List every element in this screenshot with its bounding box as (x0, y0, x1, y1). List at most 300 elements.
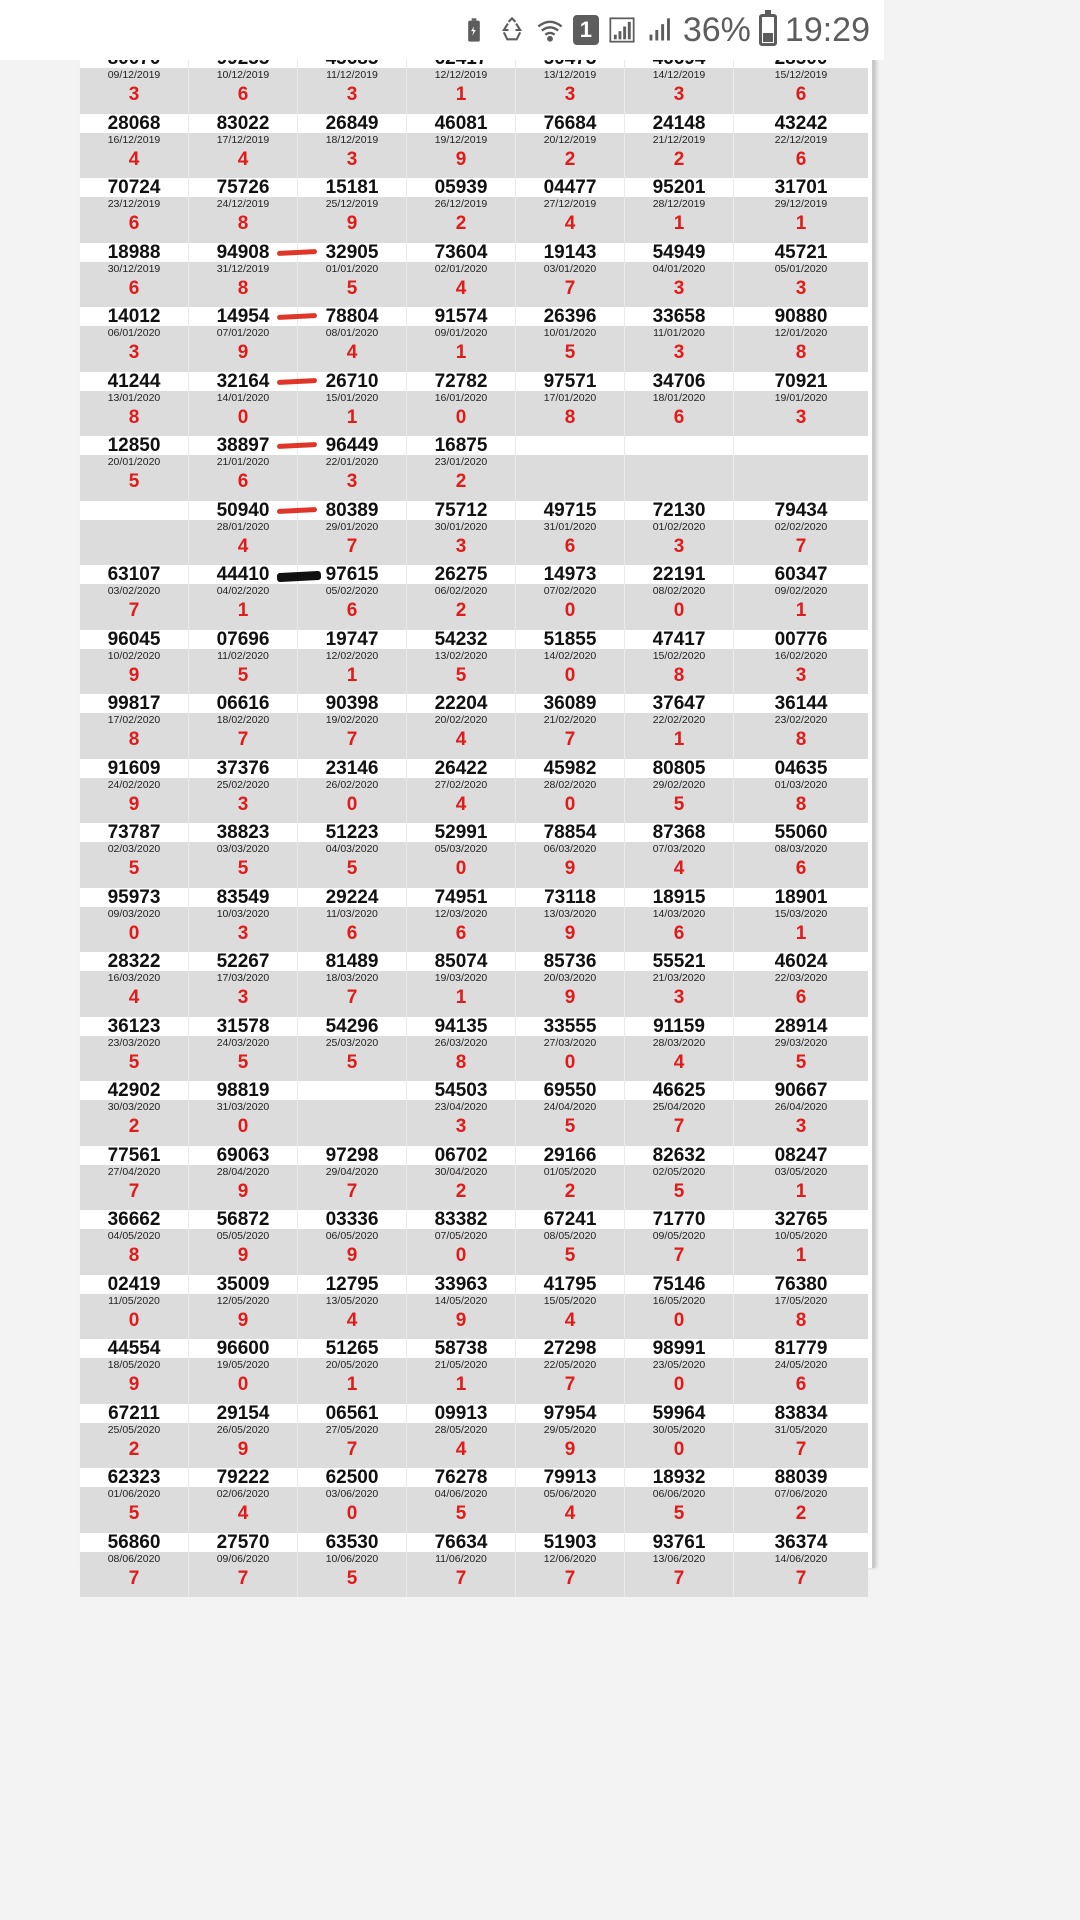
result-date: 19/01/2020 (774, 391, 828, 404)
result-digit: 7 (346, 1180, 358, 1202)
result-date: 30/01/2020 (434, 520, 488, 533)
result-digit: 6 (455, 922, 467, 944)
result-cell (516, 178, 624, 243)
result-cell (80, 1339, 188, 1404)
result-digit: 4 (564, 1309, 576, 1331)
result-number: 07696 (216, 628, 270, 650)
result-number: 83022 (216, 112, 270, 134)
result-digit: 6 (795, 1374, 807, 1395)
result-date: 17/12/2019 (216, 133, 270, 146)
result-date: 10/05/2020 (774, 1230, 828, 1242)
result-number: 70724 (107, 177, 161, 198)
result-digit: 0 (346, 1503, 358, 1524)
result-number: 18915 (652, 886, 706, 908)
result-cell (734, 307, 868, 372)
result-number: 29154 (216, 1402, 270, 1424)
result-digit: 8 (128, 1245, 140, 1266)
sim-1-icon: 1 (573, 15, 599, 45)
result-cell (189, 178, 297, 243)
result-digit: 1 (455, 987, 467, 1008)
result-date: 16/05/2020 (652, 1294, 706, 1307)
result-cell (516, 952, 624, 1017)
result-cell (734, 1275, 868, 1340)
result-date: 04/01/2020 (652, 262, 706, 275)
result-date: 23/03/2020 (107, 1036, 161, 1049)
result-cell (516, 1210, 624, 1275)
result-digit: 5 (455, 1503, 467, 1524)
result-digit: 8 (128, 406, 140, 428)
result-date: 22/02/2020 (652, 714, 706, 726)
result-date: 04/02/2020 (216, 585, 270, 597)
result-date: 14/02/2020 (543, 649, 597, 662)
result-cell (298, 1468, 406, 1533)
result-number: 90880 (774, 306, 828, 327)
result-number: 96045 (107, 628, 161, 650)
result-cell (734, 1017, 868, 1082)
result-cell (625, 1146, 733, 1211)
result-digit: 0 (673, 1438, 685, 1460)
result-date: 30/04/2020 (434, 1165, 488, 1178)
result-date: 14/12/2019 (652, 69, 706, 81)
result-number: 83382 (434, 1209, 488, 1230)
result-number: 97615 (325, 564, 379, 585)
result-number: 96449 (325, 435, 379, 456)
result-cell (516, 565, 624, 630)
result-date: 16/12/2019 (107, 133, 161, 146)
result-date: 22/01/2020 (325, 456, 379, 468)
result-digit: 7 (564, 277, 576, 299)
result-date: 19/12/2019 (434, 133, 488, 146)
result-date: 07/05/2020 (434, 1230, 488, 1242)
result-date: 12/06/2020 (543, 1552, 597, 1565)
result-cell (298, 1210, 406, 1275)
result-number: 26396 (543, 306, 597, 327)
result-date: 26/04/2020 (774, 1101, 828, 1113)
result-cell (298, 823, 406, 888)
result-digit: 4 (673, 858, 685, 879)
result-date: 29/05/2020 (543, 1423, 597, 1436)
result-date: 12/02/2020 (325, 649, 379, 662)
result-cell (625, 1533, 733, 1598)
result-digit: 9 (237, 342, 249, 363)
result-date: 21/05/2020 (434, 1359, 488, 1371)
result-date: 10/12/2019 (216, 69, 270, 81)
result-digit: 0 (346, 793, 358, 815)
result-number: 04635 (774, 757, 828, 779)
result-cell (734, 436, 868, 501)
result-number: 98819 (216, 1080, 270, 1101)
result-cell (516, 630, 624, 695)
result-number: 75726 (216, 177, 270, 198)
result-cell (407, 1339, 515, 1404)
result-number: 41795 (543, 1273, 597, 1295)
result-digit: 3 (237, 922, 249, 944)
result-number: 27570 (216, 1531, 270, 1553)
result-date: 05/02/2020 (325, 585, 379, 597)
result-date: 18/02/2020 (216, 714, 270, 726)
result-cell (189, 1339, 297, 1404)
result-date: 13/06/2020 (652, 1552, 706, 1565)
result-number: 08247 (774, 1144, 828, 1166)
result-date: 07/02/2020 (543, 585, 597, 597)
result-digit: 8 (795, 1309, 807, 1331)
result-digit: 4 (128, 987, 140, 1008)
result-digit: 6 (795, 84, 807, 105)
result-date: 11/02/2020 (217, 649, 269, 662)
result-cell (625, 243, 733, 308)
result-number: 18901 (774, 886, 828, 908)
result-cell (80, 1081, 188, 1146)
result-date: 13/03/2020 (543, 907, 597, 920)
result-date: 20/03/2020 (543, 972, 597, 984)
result-cell (516, 1339, 624, 1404)
result-number: 54232 (434, 628, 488, 650)
result-cell (516, 823, 624, 888)
result-cell (734, 1339, 868, 1404)
result-cell (734, 178, 868, 243)
result-cell (407, 307, 515, 372)
result-digit: 3 (673, 342, 685, 363)
signal-icon (607, 15, 637, 45)
result-date: 08/02/2020 (652, 585, 706, 597)
result-number: 42902 (107, 1080, 161, 1101)
result-digit: 7 (346, 1438, 358, 1460)
result-cell (734, 759, 868, 824)
result-cell (407, 565, 515, 630)
result-number: 52267 (216, 951, 270, 972)
result-date: 14/06/2020 (774, 1552, 828, 1565)
result-cell (407, 694, 515, 759)
result-digit: 7 (564, 1374, 576, 1395)
result-date: 26/05/2020 (216, 1423, 270, 1436)
result-number: 27298 (543, 1338, 597, 1359)
result-cell (625, 1339, 733, 1404)
status-bar (0, 0, 884, 60)
table-row (80, 952, 868, 1017)
battery-percent: 36% (682, 10, 751, 49)
result-cell (80, 1533, 188, 1598)
result-digit: 1 (346, 1374, 358, 1395)
result-date: 02/06/2020 (216, 1488, 270, 1500)
result-digit: 7 (237, 729, 249, 750)
result-date: 04/03/2020 (325, 843, 379, 855)
result-number: 91574 (434, 306, 488, 327)
result-date: 18/05/2020 (107, 1359, 161, 1371)
result-date: 03/03/2020 (216, 843, 270, 855)
result-date: 31/03/2020 (216, 1101, 270, 1113)
result-date: 02/01/2020 (434, 262, 488, 275)
result-cell (625, 436, 733, 501)
result-digit: 5 (346, 1567, 358, 1589)
result-number: 97571 (543, 370, 597, 392)
result-cell (516, 436, 624, 501)
result-digit: 1 (455, 84, 467, 105)
result-date: 08/03/2020 (774, 843, 828, 855)
result-number: 87368 (652, 822, 706, 843)
result-date: 29/04/2020 (325, 1165, 379, 1178)
result-digit: 7 (795, 1438, 807, 1460)
result-date: 16/03/2020 (107, 972, 161, 984)
result-date: 08/01/2020 (325, 327, 379, 339)
result-number: 81489 (325, 951, 379, 972)
result-number: 44554 (107, 1338, 161, 1359)
result-number: 79222 (216, 1467, 270, 1488)
result-date: 12/03/2020 (434, 907, 488, 920)
result-number: 23146 (325, 757, 379, 779)
result-cell (625, 178, 733, 243)
result-number: 90398 (325, 693, 379, 714)
result-number: 62323 (107, 1467, 161, 1488)
result-digit: 8 (237, 213, 249, 234)
result-date: 24/12/2019 (216, 198, 270, 210)
result-date: 28/12/2019 (652, 198, 706, 210)
result-digit: 5 (128, 471, 140, 492)
result-date: 21/12/2019 (652, 133, 706, 146)
result-digit: 5 (795, 1051, 807, 1073)
result-digit: 4 (128, 148, 140, 170)
result-digit: 4 (237, 148, 249, 170)
result-digit: 8 (673, 664, 685, 686)
result-cell (80, 307, 188, 372)
result-number: 29166 (543, 1144, 597, 1166)
result-cell (516, 1081, 624, 1146)
result-cell (298, 114, 406, 179)
result-cell (625, 1210, 733, 1275)
result-cell (516, 114, 624, 179)
result-digit: 7 (795, 535, 807, 557)
result-date: 07/01/2020 (216, 327, 270, 339)
result-digit: 7 (128, 600, 140, 621)
result-cell (298, 1017, 406, 1082)
result-digit: 7 (673, 1116, 685, 1137)
result-number: 69063 (216, 1144, 270, 1166)
result-date: 06/06/2020 (652, 1488, 706, 1500)
result-digit: 6 (237, 471, 249, 492)
result-number: 95973 (107, 886, 161, 908)
result-cell (80, 1017, 188, 1082)
result-date: 30/05/2020 (652, 1423, 706, 1436)
result-cell (516, 1017, 624, 1082)
result-digit: 5 (346, 858, 358, 879)
result-date: 22/12/2019 (774, 133, 828, 146)
result-date: 24/03/2020 (216, 1036, 270, 1049)
result-digit: 7 (455, 1567, 467, 1589)
result-cell (734, 823, 868, 888)
result-number: 35009 (216, 1273, 270, 1295)
result-date: 14/05/2020 (434, 1294, 488, 1307)
result-date: 04/05/2020 (107, 1230, 161, 1242)
table-row (80, 630, 868, 695)
result-number: 36144 (774, 693, 828, 714)
result-date: 15/03/2020 (774, 907, 828, 920)
result-date: 05/06/2020 (543, 1488, 597, 1500)
result-digit: 6 (237, 84, 249, 105)
result-digit: 2 (673, 148, 685, 170)
result-number: 22191 (652, 564, 706, 585)
result-digit: 7 (795, 1567, 807, 1589)
result-digit: 6 (128, 277, 140, 299)
result-cell (407, 952, 515, 1017)
result-date: 01/01/2020 (325, 262, 379, 275)
result-number: 97954 (543, 1402, 597, 1424)
wifi-icon (535, 15, 565, 45)
result-cell (407, 1210, 515, 1275)
result-digit: 2 (455, 1180, 467, 1202)
result-cell (407, 1533, 515, 1598)
result-digit: 7 (673, 1567, 685, 1589)
result-date: 07/06/2020 (774, 1488, 828, 1500)
result-cell (189, 1468, 297, 1533)
result-digit: 4 (455, 793, 467, 815)
result-number: 33555 (543, 1015, 597, 1037)
result-number: 62500 (325, 1467, 379, 1488)
result-date: 06/01/2020 (107, 327, 161, 339)
result-cell (625, 823, 733, 888)
result-digit: 5 (237, 664, 249, 686)
result-cell (407, 888, 515, 953)
result-date: 03/06/2020 (325, 1488, 379, 1500)
table-row (80, 1468, 868, 1533)
result-number: 97298 (325, 1144, 379, 1166)
result-number: 55060 (774, 822, 828, 843)
result-number: 26422 (434, 757, 488, 779)
result-number: 33658 (652, 306, 706, 327)
result-number: 76278 (434, 1467, 488, 1488)
result-cell (734, 952, 868, 1017)
result-cell (298, 1146, 406, 1211)
result-date: 31/01/2020 (543, 520, 597, 533)
result-cell (298, 1081, 406, 1146)
results-sheet[interactable] (80, 60, 875, 1589)
result-date: 21/03/2020 (652, 972, 706, 984)
result-number: 31701 (774, 177, 828, 198)
result-cell (516, 1404, 624, 1469)
result-cell (407, 1081, 515, 1146)
result-date: 17/05/2020 (774, 1294, 828, 1307)
result-digit: 9 (346, 213, 358, 234)
result-digit: 1 (795, 600, 807, 621)
result-digit: 8 (128, 729, 140, 750)
result-date: 05/01/2020 (774, 262, 828, 275)
result-number: 80805 (652, 757, 706, 779)
battery-saver-icon (459, 15, 489, 45)
result-digit: 1 (795, 1245, 807, 1266)
result-digit: 0 (237, 1116, 249, 1137)
result-date: 12/12/2019 (434, 69, 488, 81)
result-digit: 2 (128, 1116, 140, 1137)
result-cell (80, 114, 188, 179)
result-digit: 3 (128, 84, 140, 105)
result-digit: 8 (237, 277, 249, 299)
result-number: 26710 (325, 370, 379, 392)
result-digit: 4 (564, 1503, 576, 1524)
result-cell (734, 501, 868, 566)
result-digit: 2 (795, 1503, 807, 1524)
result-digit: 4 (455, 277, 467, 299)
result-digit: 1 (455, 342, 467, 363)
result-digit: 3 (564, 84, 576, 105)
result-digit: 9 (346, 1245, 358, 1266)
result-date: 07/03/2020 (652, 843, 706, 855)
table-row (80, 823, 868, 888)
result-number: 78804 (325, 306, 379, 327)
result-digit: 4 (237, 1503, 249, 1524)
result-digit: 0 (128, 1309, 140, 1331)
result-cell (298, 694, 406, 759)
result-cell (80, 694, 188, 759)
result-digit: 6 (795, 148, 807, 170)
result-digit: 6 (346, 922, 358, 944)
result-cell (625, 1468, 733, 1533)
result-digit: 8 (455, 1051, 467, 1073)
result-number: 00776 (774, 628, 828, 650)
result-cell (407, 1468, 515, 1533)
result-digit: 7 (673, 1245, 685, 1266)
result-digit: 9 (564, 858, 576, 879)
result-date: 09/06/2020 (216, 1552, 270, 1565)
result-cell (407, 759, 515, 824)
table-row (80, 759, 868, 824)
result-number: 36662 (107, 1209, 161, 1230)
result-cell (407, 823, 515, 888)
result-date: 05/03/2020 (434, 843, 488, 855)
result-number: 54503 (434, 1080, 488, 1101)
result-digit: 5 (346, 277, 358, 299)
result-digit: 3 (673, 84, 685, 105)
result-digit: 4 (455, 729, 467, 750)
result-date: 11/05/2020 (108, 1294, 160, 1307)
result-digit: 3 (795, 406, 807, 428)
result-number: 09913 (434, 1402, 488, 1424)
result-number: 73118 (544, 886, 596, 908)
result-number: 19747 (325, 628, 379, 650)
result-number: 79913 (543, 1467, 597, 1488)
result-digit: 1 (673, 213, 685, 234)
result-cell (80, 888, 188, 953)
table-row (80, 114, 868, 179)
result-digit: 0 (564, 1051, 576, 1073)
result-date: 23/02/2020 (774, 714, 828, 726)
result-date: 23/12/2019 (107, 198, 161, 210)
result-cell (407, 1017, 515, 1082)
result-cell (625, 114, 733, 179)
result-cell (80, 823, 188, 888)
result-number: 75712 (434, 499, 488, 521)
result-date: 10/01/2020 (543, 327, 597, 339)
result-cell (80, 565, 188, 630)
result-number: 38823 (216, 822, 270, 843)
result-date: 29/12/2019 (774, 198, 828, 210)
result-date: 27/03/2020 (543, 1036, 597, 1049)
result-number: 45721 (774, 241, 828, 263)
result-cell (189, 759, 297, 824)
result-cell (298, 1533, 406, 1598)
result-digit: 0 (673, 1309, 685, 1331)
recycle-icon (497, 15, 527, 45)
table-row (80, 565, 868, 630)
result-digit: 8 (795, 729, 807, 750)
result-digit: 1 (455, 1374, 467, 1395)
result-date: 25/02/2020 (216, 778, 270, 791)
table-row (80, 694, 868, 759)
result-number: 03336 (325, 1209, 379, 1230)
result-cell (189, 114, 297, 179)
result-cell (298, 888, 406, 953)
result-number: 78854 (543, 822, 597, 843)
result-cell (734, 1533, 868, 1598)
result-digit: 4 (346, 1309, 358, 1331)
result-digit: 8 (564, 406, 576, 428)
